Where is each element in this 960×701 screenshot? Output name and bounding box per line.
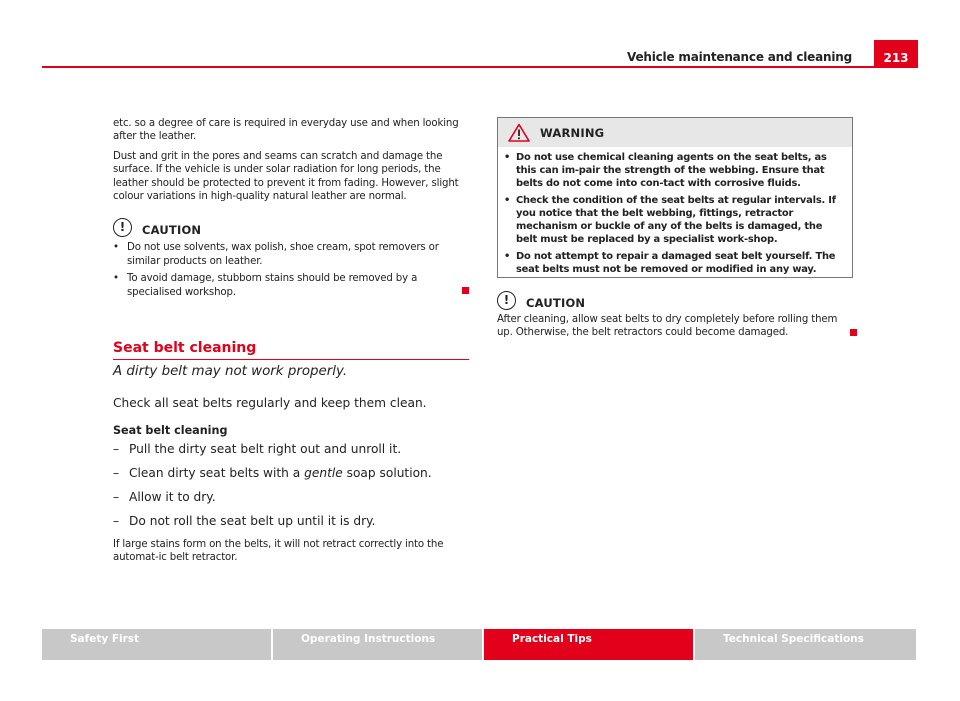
warning-item-text: Do not use chemical cleaning agents on the seat belts, as this can im-pair the strength of the webbing. Ensure that belts do not come into con-tact with corrosive fluids. [516, 152, 827, 189]
section-end-marker-icon [462, 287, 469, 294]
warning-box [497, 117, 853, 278]
tab-technical-specifications[interactable]: Technical Specifications [695, 629, 916, 660]
step-item [113, 514, 469, 528]
warning-item [504, 250, 846, 276]
step-text-pre: Clean dirty seat belts with a [129, 466, 305, 480]
dash-icon: – [113, 490, 120, 504]
caution-label: CAUTION [526, 296, 586, 310]
intro-paragraph-1: etc. so a degree of care is required in everyday use and when looking after the leather. [113, 118, 459, 143]
bullet-icon: • [504, 251, 511, 262]
tab-practical-tips[interactable]: Practical Tips [484, 629, 693, 660]
caution-heading [113, 217, 469, 237]
check-paragraph: Check all seat belts regularly and keep them clean. [113, 396, 427, 410]
warning-label: WARNING [540, 125, 605, 140]
step-item [113, 466, 469, 480]
step-text: Do not roll the seat belt up until it is dry. [129, 514, 376, 528]
caution-icon: ! [497, 291, 516, 310]
page-number-badge: 213 [874, 40, 918, 66]
warning-item-text: Check the condition of the seat belts at regular intervals. If you notice that the belt webbing, fittings, retractor mechanism or buckle of any of the belts is damaged, the belt must be replaced by a specialist work-shop. [516, 195, 836, 245]
tab-operating-instructions[interactable]: Operating Instructions [273, 629, 482, 660]
step-text [129, 466, 432, 480]
stain-note: If large stains form on the belts, it will not retract correctly into the automat-ic belt retractor. [113, 539, 444, 564]
section-end-marker-icon [850, 329, 857, 336]
section-title: Seat belt cleaning [113, 340, 469, 360]
steps-heading: Seat belt cleaning [113, 424, 228, 437]
warning-triangle-icon [508, 123, 530, 142]
caution-heading [497, 290, 853, 310]
dash-icon: – [113, 514, 120, 528]
bullet-icon: • [504, 195, 511, 206]
running-header-title: Vehicle maintenance and cleaning [627, 50, 852, 64]
caution-item [113, 272, 469, 299]
step-text: Pull the dirty seat belt right out and unroll it. [129, 442, 402, 456]
bullet-icon: • [113, 273, 119, 285]
dash-icon: – [113, 466, 120, 480]
header-rule [42, 66, 918, 68]
warning-item [504, 194, 846, 246]
step-item [113, 490, 469, 504]
footer-tab-bar [42, 629, 918, 660]
left-column [113, 117, 469, 299]
warning-body [498, 147, 852, 276]
bullet-icon: • [504, 152, 511, 163]
caution-text: After cleaning, allow seat belts to dry completely before rolling them up. Otherwise, the belt retractors could become damaged. [497, 314, 838, 339]
tab-safety-first[interactable]: Safety First [42, 629, 271, 660]
caution-item [113, 241, 469, 268]
section-subtitle: A dirty belt may not work properly. [113, 364, 348, 379]
warning-item [504, 151, 846, 190]
step-item [113, 442, 469, 456]
caution-item-text: To avoid damage, stubborn stains should be removed by a specialised workshop. [127, 273, 418, 298]
bullet-icon: • [113, 242, 119, 254]
dash-icon: – [113, 442, 120, 456]
step-text: Allow it to dry. [129, 490, 216, 504]
right-caution [497, 290, 853, 340]
warning-header [498, 118, 852, 147]
step-emphasis: gentle [304, 466, 343, 480]
caution-item-text: Do not use solvents, wax polish, shoe cream, spot removers or similar products on leather. [127, 242, 439, 267]
warning-item-text: Do not attempt to repair a damaged seat belt yourself. The seat belts must not be removed or modified in any way. [516, 251, 836, 275]
caution-icon: ! [113, 218, 132, 237]
seat-belt-body [113, 395, 469, 565]
intro-paragraph-2: Dust and grit in the pores and seams can scratch and damage the surface. If the vehicle is under solar radiation for long periods, the leather should be protected to prevent it from fading. However, slight colour variations in high-quality natural leather are normal. [113, 150, 459, 203]
caution-label: CAUTION [142, 223, 202, 238]
step-text-post: soap solution. [342, 466, 432, 480]
